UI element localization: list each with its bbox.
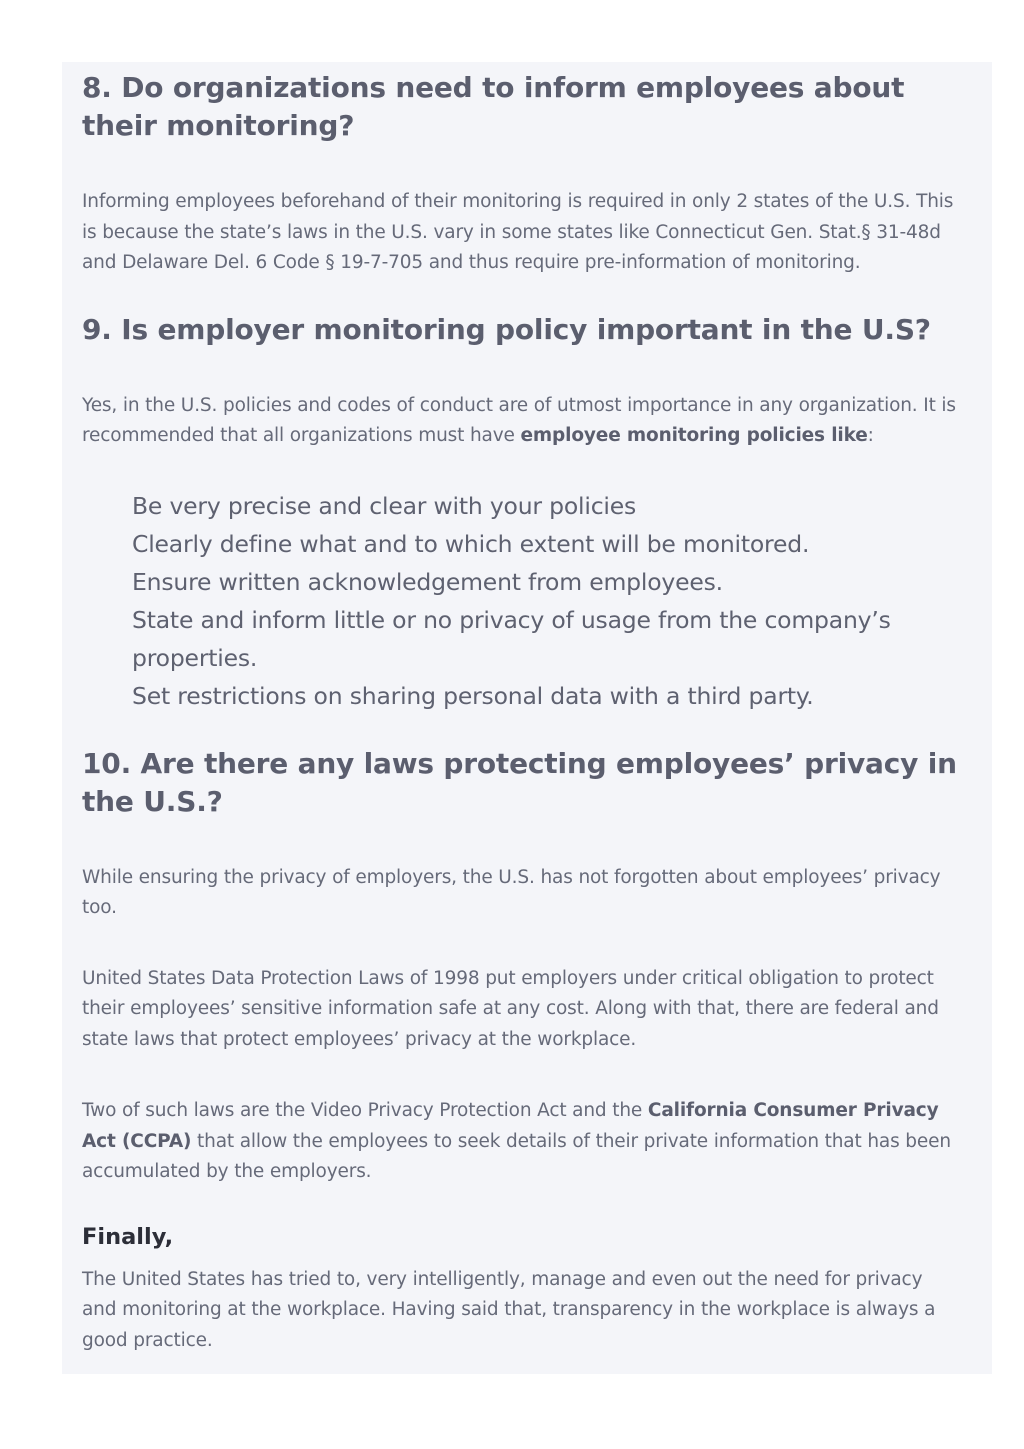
policies-link[interactable]: employee monitoring policies like [520,425,868,446]
conclusion-text: The United States has tried to, very intelligently, manage and even out the need for privacy and monitoring at the workplace. Having said that, transparency in the workplace is always a good practice. [82,1268,936,1351]
question-10-heading: 10. Are there any laws protecting employees’ privacy in the U.S.? [82,746,957,818]
question-9-heading: 9. Is employer monitoring policy important in the U.S? [82,312,931,346]
answer-punctuation: : [867,425,874,446]
article-panel [62,62,992,1374]
policy-list [82,487,962,715]
paragraph-text: Two of such laws are the Video Privacy Protection Act and the [82,1100,648,1121]
list-item: Clearly define what and to which extent will be monitored. [132,529,810,558]
question-10-paragraph-1: While ensuring the privacy of employers, the U.S. has not forgotten about employees’ privacy too. [82,866,941,918]
article-content [82,62,962,1356]
paragraph-text: that allow the employees to seek details of their private information that has been accumulated by the employers. [82,1130,951,1182]
question-8-heading: 8. Do organizations need to inform employees about their monitoring? [82,71,905,142]
answer-text: Yes, in the U.S. policies and codes of conduct are of utmost importance in any organization. It is recommended that all organizations must have [82,394,956,446]
list-item: Be very precise and clear with your policies [132,491,637,520]
list-item: State and inform little or no privacy of usage from the company’s properties. [132,605,891,672]
question-10-paragraph-2: United States Data Protection Laws of 1998 put employers under critical obligation to protect their employees’ sensitive information safe at any cost. Along with that, there are federal and state laws that protect employees’ privacy at the workplace. [82,967,939,1050]
conclusion-heading: Finally, [82,1223,174,1250]
list-item: Set restrictions on sharing personal data with a third party. [132,681,814,710]
question-9-answer [82,391,962,452]
question-10-paragraph-3 [82,1096,962,1188]
ccpa-link[interactable]: California Consumer Privacy Act (CCPA) [82,1100,939,1152]
list-item: Ensure written acknowledgement from employees. [132,567,723,596]
question-8-answer: Informing employees beforehand of their monitoring is required in only 2 states of the U.S. This is because the state’s laws in the U.S. vary in some states like Connecticut Gen. Stat.§ 31-48d and Delaware Del. 6 Code § 19-7-705 and thus require pre-information of monitoring. [82,191,954,273]
